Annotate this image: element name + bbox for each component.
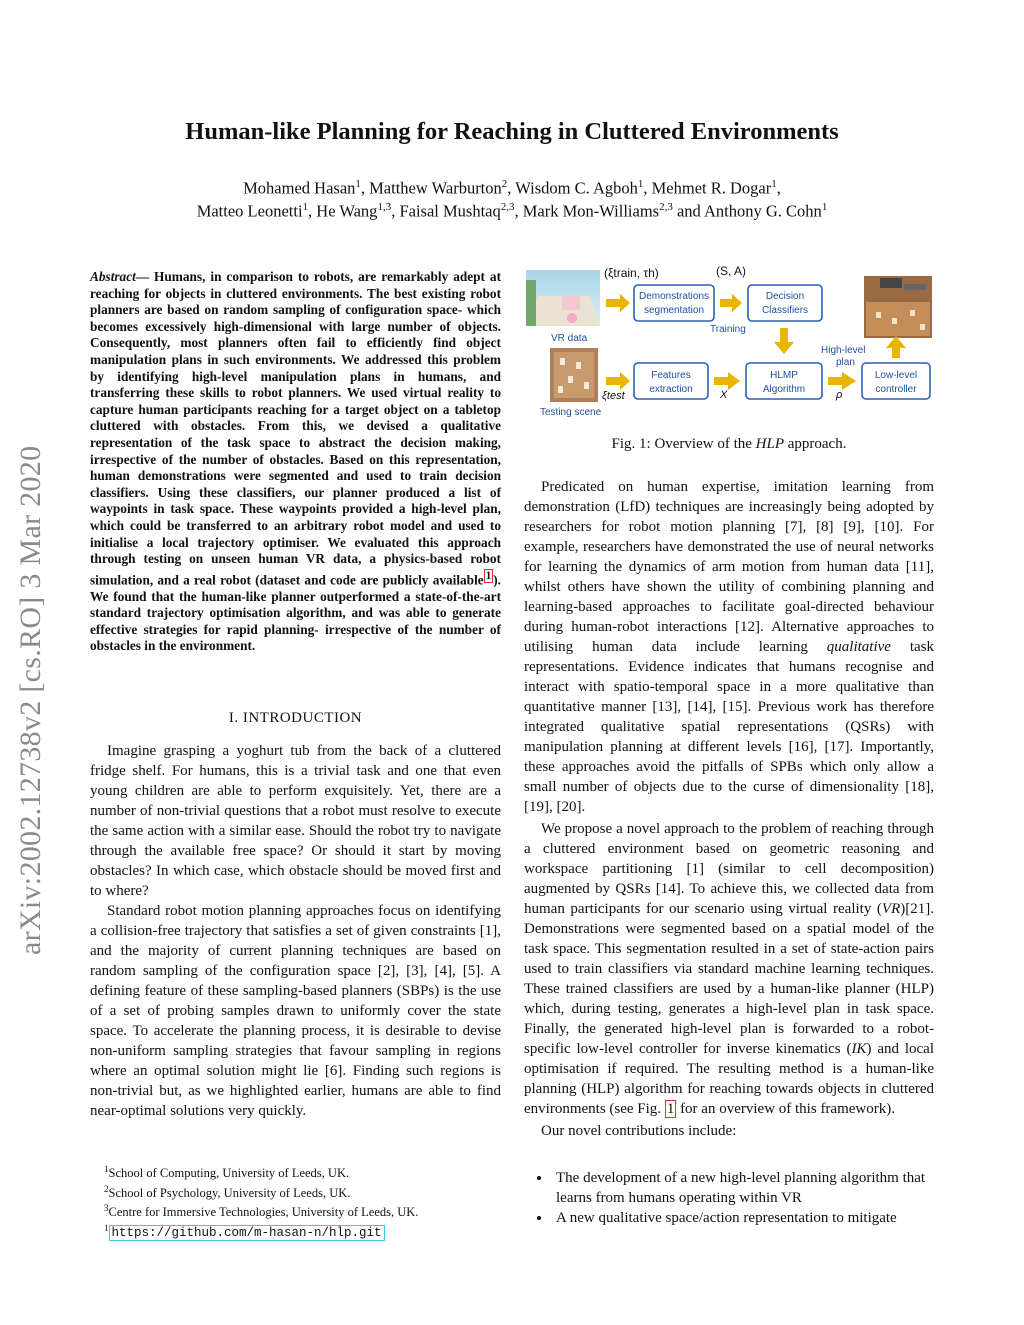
arrow-hlmp-to-ctrl — [828, 372, 856, 390]
author-affiliation-sup: 1,3 — [377, 201, 392, 213]
training-label: Training — [710, 324, 746, 335]
footnote-affiliation-1: $^1$School of Computing, University of Leeds, UK. — [104, 1164, 350, 1181]
author-affiliation-sup: 2,3 — [500, 201, 515, 213]
svg-text:extraction: extraction — [649, 384, 693, 395]
arrow-feat-to-hlmp — [714, 372, 740, 390]
svg-text:Low-level: Low-level — [874, 370, 918, 381]
authors-line-2: Matteo Leonetti$^1$, He Wang$^{1,3}$, Faisal Mushtaq$^{2,3}$, Mark Mon-Williams$^{2,3}$ and Anthony G. Cohn$^1$ — [196, 201, 828, 221]
author-name: Mohamed Hasan — [243, 178, 356, 198]
author-name: Faisal Mushtaq — [399, 201, 501, 221]
state-action-label: (S, A) — [716, 264, 747, 278]
author-affiliation-sup: 1 — [637, 178, 644, 190]
footnote-affiliation-2: $^2$School of Psychology, University of Leeds, UK. — [104, 1183, 351, 1200]
intro-paragraph-1: Imagine grasping a yoghurt tub from the back of a cluttered fridge shelf. For humans, this is a trivial task and one that even young children are able to perform exquisitely. Yet, there are a number of non-trivial questions that a robot must resolve to execute the same action with a similar ease. Should the robot try to navigate through the available free space? Or should it start by moving obstacles? In which case, which obstacle should be moved first and to where? — [90, 743, 501, 899]
github-link[interactable]: https://github.com/m-hasan-n/hlp.git — [109, 1225, 385, 1241]
contributions-intro: Our novel contributions include: — [541, 1123, 737, 1139]
author-affiliation-sup: 2,3 — [659, 201, 673, 213]
abstract-text: — Humans, in comparison to robots, are remarkably adept at reaching for objects in cluttered environments. The best existing robot planners are based on random sampling of configuration space- which becomes excessively high-dimensional with large number of objects. Consequently, most planners often fail to efficiently find object manipulation plans in such environments. We addressed this problem by identifying high-level manipulation plans in humans, and transferring these skills to robot planners. We used virtual reality to capture human participants reaching for a target object on a tabletop cluttered with obstacles. From this, we devised a qualitative representation of the task space to abstract the decision making, irrespective of the number of obstacles. Based on this representation, human demonstrations were segmented and used to train decision classifiers. Using these classifiers, our planner produced a list of waypoints in task space. These waypoints provided a high-level plan, which could be transferred to an arbitrary robot model and used to initialise a local trajectory optimiser. We evaluated this approach through testing on unseen human VR data, a physics-based robot simulation, and a real robot (dataset and code are publicly available — [90, 269, 501, 588]
contribution-item: • A new qualitative space/action representation to mitigate — [552, 1208, 936, 1228]
svg-text:Algorithm: Algorithm — [762, 384, 806, 395]
arrow-seg-to-dec — [720, 294, 742, 312]
footnotes — [104, 1162, 504, 1242]
vr-data-image — [526, 270, 600, 326]
author-affiliation-sup: 1 — [355, 178, 361, 190]
figure-1-diagram — [524, 262, 936, 422]
author-affiliation-sup: 2 — [501, 178, 508, 190]
svg-text:Classifiers: Classifiers — [761, 305, 809, 316]
svg-text:HLMP: HLMP — [770, 370, 798, 381]
vr-data-label: VR data — [551, 333, 588, 344]
footnote-affiliation-3: $^3$Centre for Immersive Technologies, University of Leeds, UK. — [104, 1203, 419, 1220]
author-affiliation-sup: 1 — [821, 201, 828, 213]
hlp-overview-svg — [524, 262, 936, 422]
author-name: Matteo Leonetti — [196, 201, 303, 221]
contributions-list — [536, 1168, 936, 1228]
lfd-paragraph: Predicated on human expertise, imitation learning from demonstration (LfD) techniques are increasingly being adopted by researchers for robot motion planning [7], [8] [9], [10]. For example, researchers have demonstrated the use of neural networks for learning the dynamics of arm motion from human data [11], whilst others have shown the utility of combining planning and learning-based approaches to facilitate goal-directed behaviour during human-robot interactions [12]. Alternative approaches to utilising human data include learning qualitative task representations. Evidence indicates that humans recognise and interact with spatio-temporal space in a more qualitative than quantitative manner [13], [14], [15]. Previous work has therefore integrated qualitative spatial representations (QSRs) with manipulation planning at different levels [16], [17]. Importantly, these approaches avoid the pitfalls of SPBs which only allow a small number of objects due to the curse of dimensionality [18], [19], [20]. — [524, 479, 934, 815]
author-name: Mehmet R. Dogar — [651, 178, 772, 198]
intro-paragraph-2: Standard robot motion planning approaches focus on identifying a collision-free trajectory that satisfies a set of given constraints [1], and the majority of current planning techniques are based on random sampling of the configuration space [2], [3], [4], [5]. A defining feature of these sampling-based planners (SBPs) is the use of a set of probing samples drawn to uniformly cover the state space. To accelerate the planning process, it is desirable to devise non-uniform sampling strategies that favour sampling in regions where an optimal solution might lie [6]. Finding such regions is non-trivial but, as we highlighted earlier, humans are able to find near-optimal solutions very quickly. — [90, 903, 501, 1119]
right-column-text — [524, 477, 934, 1141]
footnote-url: $^1$ https://github.com/m-hasan-n/hlp.git — [104, 1221, 504, 1242]
x-symbol: X — [720, 389, 728, 401]
xi-train-label: (ξtrain, τh) — [604, 266, 659, 280]
arxiv-identifier: arXiv:2002.12738v2 [cs.RO] 3 Mar 2020 — [14, 445, 47, 955]
xi-test-label: ξtest — [602, 390, 625, 402]
author-name: He Wang — [316, 201, 378, 221]
author-affiliation-sup: 1 — [302, 201, 309, 213]
contribution-item: • The development of a new high-level planning algorithm that learns from humans operating within VR — [552, 1168, 936, 1208]
figure-1-caption: Fig. 1: Overview of the HLP approach. — [611, 436, 847, 452]
arrow-vr-to-seg — [606, 294, 630, 312]
high-level-plan-label: High-level — [821, 345, 866, 356]
arrow-dec-to-hlmp — [774, 328, 794, 354]
author-name: Mark Mon-Williams — [522, 201, 660, 221]
svg-text:segmentation: segmentation — [643, 305, 705, 316]
svg-text:controller: controller — [875, 384, 917, 395]
arrow-ctrl-to-robot — [886, 336, 906, 358]
svg-text:Decision: Decision — [765, 291, 805, 302]
svg-text:Features: Features — [651, 370, 691, 381]
section-heading-introduction: I. INTRODUCTION — [228, 710, 363, 726]
paper-title: Human-like Planning for Reaching in Cluttered Environments — [185, 118, 839, 145]
footnote-ref-link[interactable]: 1 — [485, 569, 492, 582]
figure-1-ref-link[interactable]: 1 — [666, 1101, 675, 1117]
author-name: Matthew Warburton — [369, 178, 502, 198]
authors-line-1: Mohamed Hasan$^1$, Matthew Warburton$^2$, Wisdom C. Agboh$^1$, Mehmet R. Dogar$^1$, — [243, 178, 781, 198]
arrow-scene-to-feat — [606, 372, 630, 390]
testing-scene-image — [550, 348, 598, 402]
author-name: Anthony G. Cohn — [704, 201, 822, 221]
plan-label: plan — [836, 357, 855, 368]
intro-paragraphs — [90, 741, 501, 1121]
author-name: Wisdom C. Agboh — [515, 178, 638, 198]
svg-text:Demonstrations: Demonstrations — [638, 291, 710, 302]
abstract — [90, 269, 501, 655]
proposal-paragraph: We propose a novel approach to the problem of reaching through a cluttered environment based on geometric reasoning and workspace partitioning [1] (similar to cell decomposition) augmented by QSRs [14]. To achieve this, we collected data from human participants for our scenario using virtual reality (VR)[21]. Demonstrations were segmented based on a spatial model of the task space. This segmentation resulted in a set of state-action pairs used to train classifiers via standard machine learning techniques. These trained classifiers are used by a human-like planner (HLP) which, during testing, generates a high-level plan in task space. Finally, the generated high-level plan is forwarded to a robot-specific low-level controller for inverse kinematics (IK) and local optimisation if required. The resulting method is a human-like planning (HLP) algorithm for reaching towards objects in cluttered environments (see Fig. 1 for an overview of this framework). — [524, 821, 934, 1117]
abstract-heading: Abstract — [90, 269, 136, 284]
robot-image — [864, 276, 932, 338]
testing-scene-label: Testing scene — [540, 407, 602, 418]
author-affiliation-sup: 1 — [771, 178, 777, 190]
abstract-text-end: ). We found that the human-like planner outperformed a state-of-the-art standard trajectory optimisation algorithm, and was able to generate effective strategies for rapid planning- irrespective of the number of obstacles in the environment. — [90, 572, 501, 654]
rho-symbol: ρ — [836, 389, 843, 401]
